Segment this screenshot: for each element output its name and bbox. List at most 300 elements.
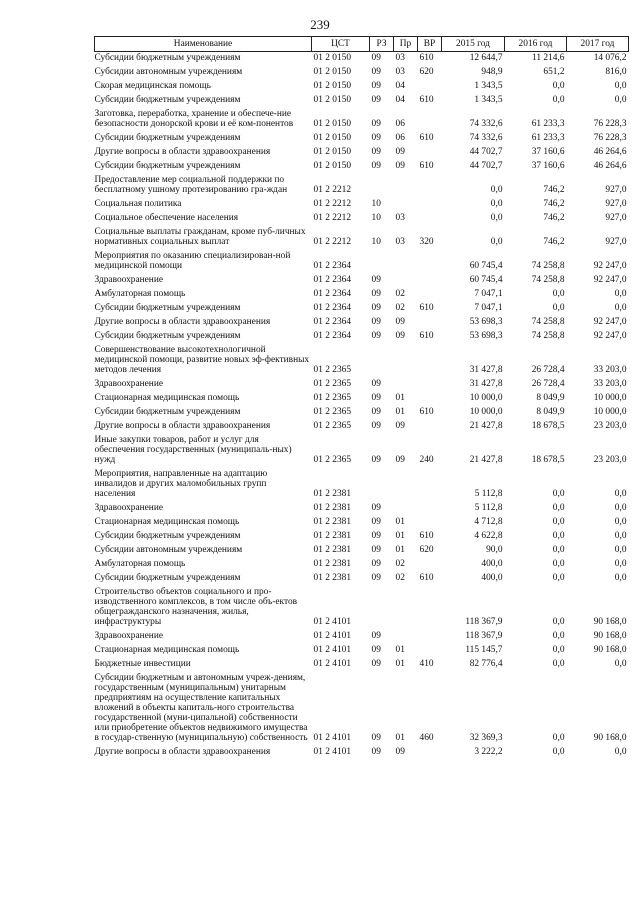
cell-2015: 21 427,8 [469,421,503,431]
cell-cst: 01 2 2212 [313,199,351,209]
cell-name: Скорая медицинская помощь [94,81,211,91]
cell-2015: 400,0 [481,573,503,583]
cell-2017: 0,0 [614,747,627,757]
cell-name: Совершенствование высокотехнологичной медицинской помощи, развитие новых эф-фективных методов лечения [94,345,310,375]
cell-2017: 816,0 [605,67,627,77]
cell-2017: 0,0 [614,503,627,513]
cell-name: Субсидии бюджетным учреждениям [94,407,241,417]
cell-2017: 0,0 [614,95,627,105]
col-header-2016: 2016 год [505,37,567,52]
cell-rz: 09 [371,317,381,327]
table-row [95,658,629,672]
cell-2016: 0,0 [552,303,565,313]
cell-cst: 01 2 2365 [313,421,351,431]
cell-vr [418,630,442,644]
cell-pr: 01 [395,407,405,417]
cell-2016: 74 258,8 [531,331,565,341]
cell-vr: 410 [419,659,434,669]
cell-2016: 0,0 [552,289,565,299]
cell-2017: 0,0 [614,573,627,583]
cell-name: Социальные выплаты гражданам, кроме пуб-личных нормативных социальных выплат [94,227,306,247]
cell-2015: 21 427,8 [469,455,503,465]
cell-2015: 32 369,3 [469,733,503,743]
cell-name: Здравоохранение [94,503,163,513]
table-row [95,132,629,146]
cell-name: Социальная политика [94,199,182,209]
cell-2016: 18 678,5 [531,455,565,465]
cell-name: Субсидии автономным учреждениям [94,67,243,77]
table-row [95,644,629,658]
cell-2017: 0,0 [614,303,627,313]
cell-rz: 09 [371,503,381,513]
cell-name: Иные закупки товаров, работ и услуг для обеспечения государственных (муниципаль-ных) нужд [94,435,292,465]
cell-vr: 610 [419,573,434,583]
cell-cst: 01 2 2364 [313,331,351,341]
cell-cst: 01 2 4101 [313,733,351,743]
cell-vr: 620 [419,67,434,77]
cell-cst: 01 2 2381 [313,489,351,499]
cell-cst: 01 2 0150 [313,133,351,143]
table-body [95,52,629,761]
cell-vr [418,344,442,378]
cell-2015: 60 745,4 [469,275,503,285]
cell-2015: 90,0 [486,545,503,555]
cell-vr [418,502,442,516]
cell-cst: 01 2 2364 [313,317,351,327]
cell-2016: 61 233,3 [531,119,565,129]
cell-vr [418,274,442,288]
cell-rz [370,250,394,274]
cell-rz: 09 [371,545,381,555]
cell-vr: 610 [419,53,434,63]
cell-2017: 90 168,0 [593,631,627,641]
cell-pr: 01 [395,645,405,655]
cell-cst: 01 2 0150 [313,161,351,171]
cell-2015: 5 112,8 [474,503,503,513]
cell-vr [418,146,442,160]
cell-cst: 01 2 4101 [313,631,351,641]
cell-pr [394,502,418,516]
cell-vr: 610 [419,407,434,417]
cell-2015: 0,0 [490,199,503,209]
cell-pr: 03 [395,53,405,63]
table-row [95,80,629,94]
cell-cst: 01 2 0150 [313,67,351,77]
cell-pr: 06 [395,119,405,129]
col-header-vr: ВР [418,37,442,52]
cell-rz: 09 [371,559,381,569]
cell-rz: 09 [371,275,381,285]
cell-rz: 10 [371,237,381,247]
cell-2015: 12 644,7 [469,53,503,63]
cell-cst: 01 2 0150 [313,81,351,91]
cell-2015: 948,9 [481,67,503,77]
table-row [95,558,629,572]
table-row [95,174,629,198]
cell-pr [394,586,418,630]
cell-2015: 31 427,8 [469,365,503,375]
cell-vr [418,468,442,502]
cell-name: Здравоохранение [94,379,163,389]
page-number: 239 [310,17,330,32]
cell-name: Строительство объектов социального и про-изводственного комплексов, в том числе объ-ектов общегражданского назначения, жилья, инфраструктуры [94,587,298,627]
cell-pr: 03 [395,213,405,223]
cell-cst: 01 2 4101 [313,617,351,627]
cell-2017: 90 168,0 [593,645,627,655]
cell-cst: 01 2 2365 [313,455,351,465]
cell-rz: 09 [371,289,381,299]
table-row [95,572,629,586]
cell-pr: 01 [395,393,405,403]
cell-pr [394,274,418,288]
table-row [95,746,629,760]
table-row [95,586,629,630]
cell-cst: 01 2 0150 [313,119,351,129]
cell-rz: 09 [371,95,381,105]
cell-vr [418,746,442,760]
table-header [95,37,629,52]
cell-2015: 3 222,2 [474,747,503,757]
cell-rz: 09 [371,147,381,157]
cell-name: Субсидии бюджетным учреждениям [94,53,241,63]
cell-vr [418,644,442,658]
cell-2017: 92 247,0 [593,275,627,285]
cell-vr: 610 [419,303,434,313]
table-row [95,406,629,420]
cell-pr: 02 [395,289,405,299]
cell-vr [418,516,442,530]
cell-2016: 0,0 [552,95,565,105]
cell-2015: 31 427,8 [469,379,503,389]
cell-2016: 11 214,6 [532,53,565,63]
table-row [95,672,629,746]
cell-pr: 06 [395,133,405,143]
cell-2015: 53 698,3 [469,331,503,341]
cell-vr [418,558,442,572]
cell-cst: 01 2 2365 [313,365,351,375]
cell-vr: 240 [419,455,434,465]
cell-pr: 09 [395,455,405,465]
cell-2017: 90 168,0 [593,617,627,627]
cell-2016: 0,0 [552,747,565,757]
cell-cst: 01 2 2365 [313,393,351,403]
cell-rz [370,174,394,198]
cell-2016: 0,0 [552,503,565,513]
cell-vr: 610 [419,331,434,341]
cell-rz: 09 [371,379,381,389]
cell-2016: 651,2 [543,67,565,77]
table-row [95,630,629,644]
cell-name: Стационарная медицинская помощь [94,645,240,655]
cell-pr: 01 [395,517,405,527]
cell-pr: 09 [395,747,405,757]
table-row [95,250,629,274]
cell-2015: 115 145,7 [465,645,503,655]
table-row [95,108,629,132]
cell-2017: 927,0 [605,213,627,223]
cell-rz: 09 [371,67,381,77]
cell-2017: 46 264,6 [593,161,627,171]
cell-cst: 01 2 2381 [313,559,351,569]
cell-2017: 10 000,0 [593,407,627,417]
cell-2017: 0,0 [614,559,627,569]
table-row [95,502,629,516]
cell-2016: 18 678,5 [531,421,565,431]
cell-rz: 09 [371,81,381,91]
cell-cst: 01 2 2365 [313,407,351,417]
cell-name: Субсидии автономным учреждениям [94,545,243,555]
cell-2016: 746,2 [543,237,565,247]
cell-rz: 09 [371,161,381,171]
cell-2016: 0,0 [552,733,565,743]
cell-2017: 14 076,2 [593,53,627,63]
cell-2015: 0,0 [490,185,503,195]
cell-2016: 74 258,8 [531,317,565,327]
cell-2017: 0,0 [614,545,627,555]
table-row [95,392,629,406]
cell-rz: 09 [371,733,381,743]
table-row [95,212,629,226]
cell-2016: 0,0 [552,517,565,527]
cell-vr [418,250,442,274]
cell-2017: 0,0 [614,659,627,669]
cell-2016: 0,0 [552,531,565,541]
cell-2017: 927,0 [605,185,627,195]
cell-pr: 01 [395,659,405,669]
cell-rz: 09 [371,119,381,129]
cell-vr [418,212,442,226]
cell-cst: 01 2 2212 [313,213,351,223]
table-row [95,344,629,378]
table-row [95,420,629,434]
cell-rz: 09 [371,393,381,403]
cell-2017: 927,0 [605,237,627,247]
cell-cst: 01 2 2381 [313,503,351,513]
cell-rz [370,586,394,630]
cell-cst: 01 2 2364 [313,289,351,299]
cell-cst: 01 2 0150 [313,53,351,63]
cell-2016: 37 160,6 [531,147,565,157]
cell-2015: 118 367,9 [465,631,503,641]
cell-name: Субсидии бюджетным учреждениям [94,331,241,341]
cell-name: Амбулаторная помощь [94,559,186,569]
col-header-rz: РЗ [370,37,394,52]
cell-2016: 26 728,4 [531,365,565,375]
cell-2016: 8 049,9 [536,393,565,403]
cell-2015: 7 047,1 [474,303,503,313]
cell-pr: 03 [395,237,405,247]
table-row [95,198,629,212]
cell-2016: 0,0 [552,545,565,555]
cell-pr [394,630,418,644]
cell-name: Заготовка, переработка, хранение и обеспече-ние безопасности донорской крови и её ком-понентов [94,109,294,129]
cell-pr: 09 [395,161,405,171]
table-row [95,316,629,330]
cell-2015: 82 776,4 [469,659,503,669]
cell-cst: 01 2 2381 [313,573,351,583]
cell-2016: 0,0 [552,489,565,499]
cell-2016: 746,2 [543,185,565,195]
cell-rz: 09 [371,133,381,143]
cell-cst: 01 2 2364 [313,303,351,313]
cell-vr [418,392,442,406]
cell-rz: 09 [371,747,381,757]
cell-vr: 320 [419,237,434,247]
cell-2016: 0,0 [552,573,565,583]
cell-2016: 0,0 [552,617,565,627]
cell-2016: 0,0 [552,645,565,655]
cell-pr: 02 [395,573,405,583]
cell-2015: 118 367,9 [465,617,503,627]
cell-vr [418,80,442,94]
cell-2016: 26 728,4 [531,379,565,389]
cell-name: Субсидии бюджетным и автономным учреж-дениям, государственным (муниципальным) унитарным предприятиям на осуществление капитальных вложений в объекты капиталь-ного строительства государственной (муни-ципальной) собственности или приобретение объектов недвижимого имущества в государ-ственную (муниципальную) собственность [94,673,308,743]
cell-vr [418,174,442,198]
cell-2016: 61 233,3 [531,133,565,143]
cell-pr [394,344,418,378]
cell-vr [418,108,442,132]
cell-rz: 10 [371,213,381,223]
cell-name: Предоставление мер социальной поддержки по бесплатному ушному протезированию гра-ждан [94,175,288,195]
cell-2017: 0,0 [614,489,627,499]
cell-pr: 04 [395,95,405,105]
cell-pr [394,198,418,212]
cell-name: Субсидии бюджетным учреждениям [94,95,241,105]
table-row [95,434,629,468]
cell-2017: 0,0 [614,81,627,91]
cell-name: Другие вопросы в области здравоохранения [94,421,271,431]
cell-2017: 0,0 [614,289,627,299]
cell-2017: 0,0 [614,531,627,541]
cell-2016: 746,2 [543,199,565,209]
cell-name: Другие вопросы в области здравоохранения [94,747,271,757]
cell-pr: 01 [395,545,405,555]
cell-2015: 1 343,5 [474,95,503,105]
cell-2017: 10 000,0 [593,393,627,403]
cell-2015: 53 698,3 [469,317,503,327]
cell-vr [418,288,442,302]
cell-cst: 01 2 4101 [313,747,351,757]
cell-rz: 09 [371,517,381,527]
cell-pr: 02 [395,559,405,569]
cell-pr [394,468,418,502]
cell-cst: 01 2 2381 [313,545,351,555]
cell-2015: 44 702,7 [469,161,503,171]
cell-2017: 23 203,0 [593,421,627,431]
col-header-2017: 2017 год [567,37,629,52]
cell-rz: 09 [371,631,381,641]
cell-2016: 746,2 [543,213,565,223]
cell-pr [394,174,418,198]
cell-pr: 03 [395,67,405,77]
cell-rz: 09 [371,455,381,465]
cell-vr: 610 [419,531,434,541]
cell-cst: 01 2 2381 [313,531,351,541]
cell-name: Мероприятия по оказанию специализирован-ной медицинской помощи [94,251,291,271]
cell-name: Амбулаторная помощь [94,289,186,299]
cell-pr: 01 [395,531,405,541]
table-row [95,544,629,558]
table-row [95,530,629,544]
cell-cst: 01 2 4101 [313,659,351,669]
cell-vr [418,316,442,330]
cell-2017: 92 247,0 [593,331,627,341]
cell-2016: 0,0 [552,659,565,669]
cell-rz: 09 [371,331,381,341]
col-header-pr: Пр [394,37,418,52]
cell-2017: 92 247,0 [593,317,627,327]
cell-name: Стационарная медицинская помощь [94,517,240,527]
table-row [95,226,629,250]
cell-rz: 09 [371,531,381,541]
cell-cst: 01 2 2365 [313,379,351,389]
cell-2015: 44 702,7 [469,147,503,157]
col-header-name: Наименование [95,37,312,52]
cell-2015: 4 712,8 [474,517,503,527]
cell-2017: 33 203,0 [593,379,627,389]
cell-name: Социальное обеспечение населения [94,213,239,223]
table-row [95,302,629,316]
cell-name: Субсидии бюджетным учреждениям [94,133,241,143]
cell-cst: 01 2 2212 [313,237,351,247]
table-row [95,516,629,530]
cell-2015: 10 000,0 [469,393,503,403]
cell-cst: 01 2 0150 [313,147,351,157]
cell-rz: 09 [371,407,381,417]
cell-2016: 0,0 [552,559,565,569]
cell-2017: 927,0 [605,199,627,209]
cell-2017: 23 203,0 [593,455,627,465]
table-row [95,160,629,174]
cell-2015: 0,0 [490,213,503,223]
cell-name: Стационарная медицинская помощь [94,393,240,403]
cell-rz: 10 [371,199,381,209]
table-row [95,52,629,67]
cell-cst: 01 2 4101 [313,645,351,655]
cell-pr: 01 [395,733,405,743]
cell-2017: 76 228,3 [593,119,627,129]
cell-cst: 01 2 2212 [313,185,351,195]
cell-2015: 0,0 [490,237,503,247]
cell-2015: 1 343,5 [474,81,503,91]
cell-name: Мероприятия, направленные на адаптацию инвалидов и других маломобильных групп населения [94,469,268,499]
cell-name: Другие вопросы в области здравоохранения [94,147,271,157]
table-row [95,146,629,160]
cell-pr [394,378,418,392]
cell-vr [418,420,442,434]
table-row [95,378,629,392]
cell-cst: 01 2 0150 [313,95,351,105]
cell-2017: 0,0 [614,517,627,527]
cell-pr: 09 [395,331,405,341]
cell-vr: 610 [419,161,434,171]
cell-name: Бюджетные инвестиции [94,659,191,669]
table-row [95,94,629,108]
cell-name: Субсидии бюджетным учреждениям [94,161,241,171]
table-row [95,288,629,302]
cell-rz: 09 [371,53,381,63]
cell-2017: 46 264,6 [593,147,627,157]
cell-name: Здравоохранение [94,275,163,285]
cell-2016: 74 258,8 [531,275,565,285]
cell-2015: 400,0 [481,559,503,569]
cell-2015: 4 622,8 [474,531,503,541]
cell-vr: 610 [419,133,434,143]
cell-name: Здравоохранение [94,631,163,641]
cell-name: Субсидии бюджетным учреждениям [94,531,241,541]
cell-rz [370,468,394,502]
cell-2016: 37 160,6 [531,161,565,171]
